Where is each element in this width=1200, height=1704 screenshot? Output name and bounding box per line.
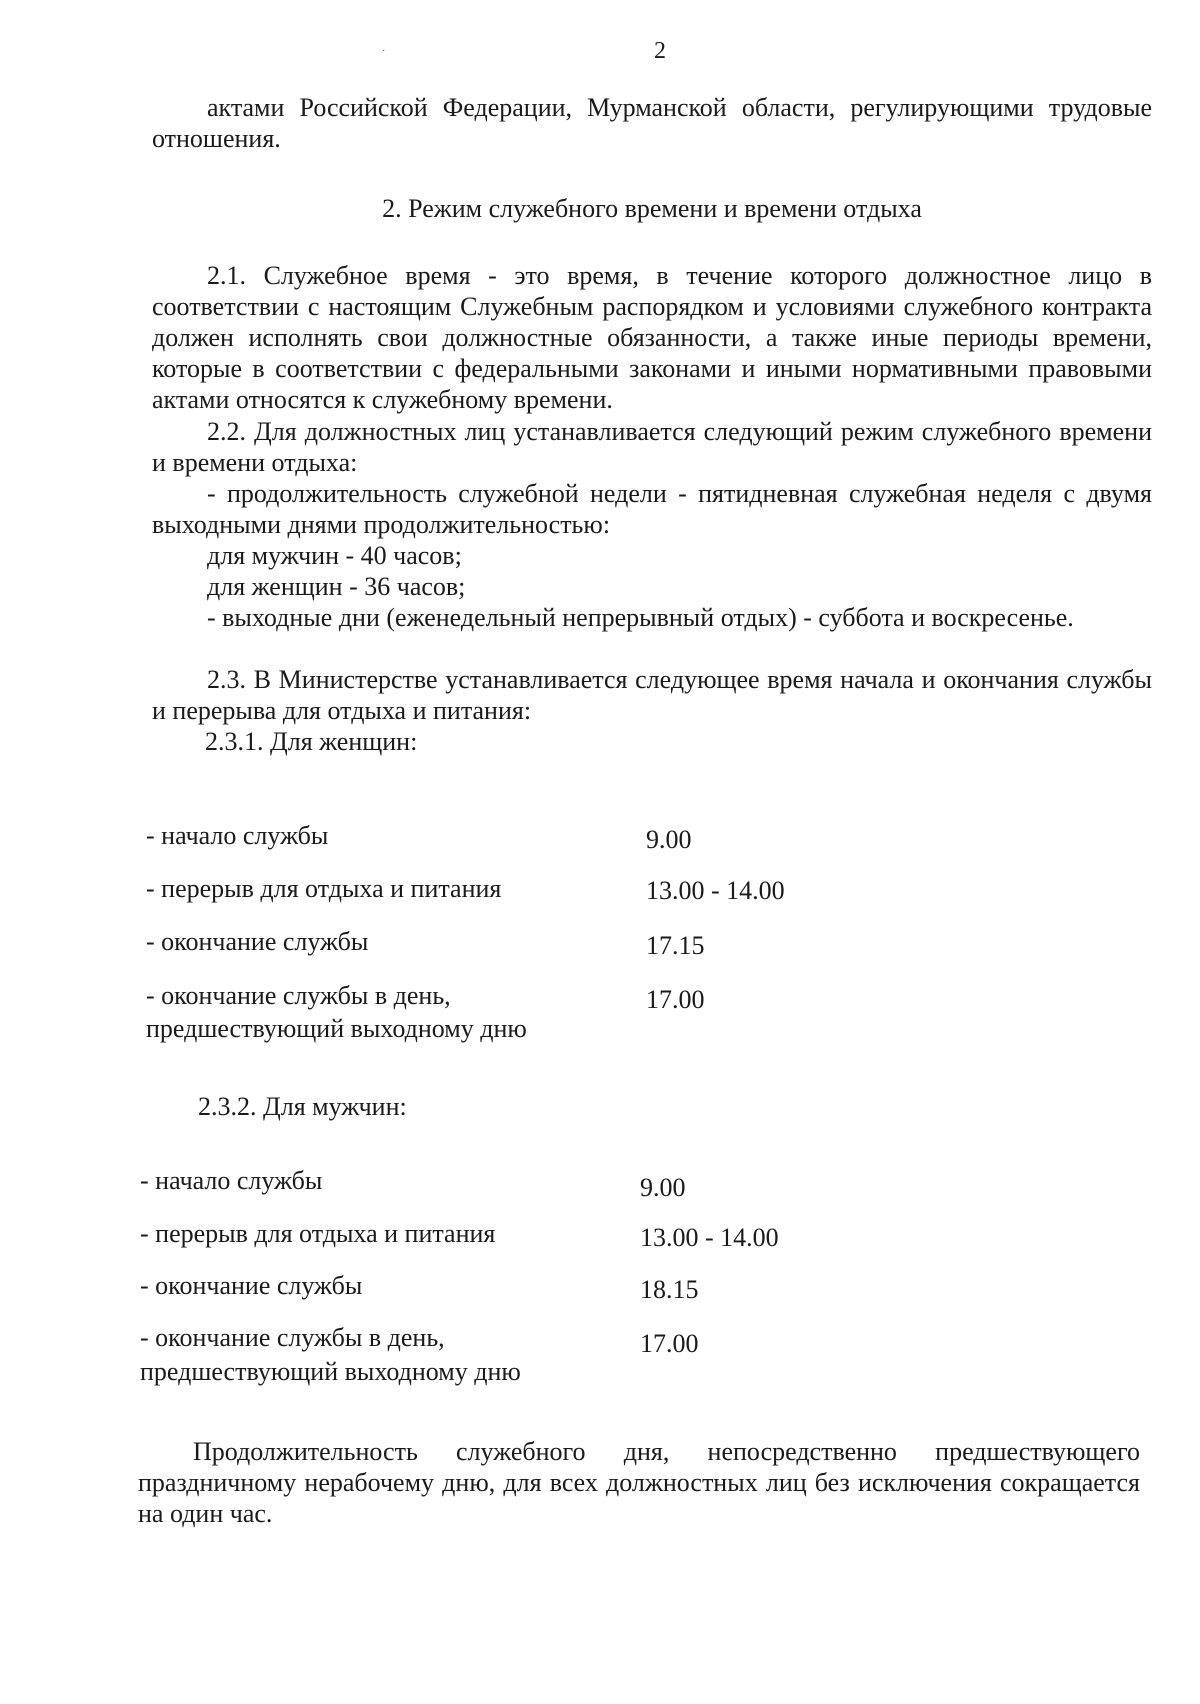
women-schedule-title: 2.3.1. Для женщин: bbox=[205, 727, 418, 756]
schedule-label: - перерыв для отдыха и питания bbox=[140, 1219, 496, 1248]
schedule-label: - перерыв для отдыха и питания bbox=[146, 874, 502, 903]
paragraph-2-3: 2.3. В Министерстве устанавливается следующее время начала и окончания службы и перерыва для отдыха и питания: bbox=[152, 665, 1152, 725]
men-schedule-title: 2.3.2. Для мужчин: bbox=[198, 1092, 407, 1121]
schedule-label: - окончание службы в день, bbox=[146, 981, 451, 1010]
section-heading: 2. Режим служебного времени и времени отдыха bbox=[382, 194, 922, 223]
schedule-label-continued: предшествующий выходному дню bbox=[140, 1357, 521, 1386]
paragraph-work-week: - продолжительность служебной недели - пятидневная служебная неделя с двумя выходными днями продолжительностью: bbox=[152, 479, 1152, 539]
closing-paragraph: Продолжительность служебного дня, непосредственно предшествующего праздничному нерабочему дню, для всех должностных лиц без исключения сокращается на один час. bbox=[138, 1437, 1140, 1528]
paragraph-men-hours: для мужчин - 40 часов; bbox=[207, 541, 462, 570]
scan-speck: · bbox=[382, 46, 386, 57]
schedule-time: 13.00 - 14.00 bbox=[640, 1223, 779, 1252]
schedule-time: 18.15 bbox=[640, 1275, 699, 1304]
schedule-time: 17.00 bbox=[646, 985, 705, 1014]
page-number: 2 bbox=[654, 38, 666, 64]
schedule-time: 9.00 bbox=[646, 825, 692, 854]
intro-paragraph: актами Российской Федерации, Мурманской области, регулирующими трудовые отношения. bbox=[152, 93, 1152, 153]
schedule-label: - начало службы bbox=[140, 1166, 323, 1195]
schedule-label-continued: предшествующий выходному дню bbox=[146, 1014, 527, 1043]
schedule-time: 9.00 bbox=[640, 1173, 686, 1202]
schedule-time: 13.00 - 14.00 bbox=[646, 876, 785, 905]
schedule-time: 17.15 bbox=[646, 931, 705, 960]
paragraph-2-1: 2.1. Служебное время - это время, в течение которого должностное лицо в соответствии с настоящим Служебным распорядком и условиями служебного контракта должен исполнять свои должностные обязанности, а также иные периоды времени, которые в соответствии с федеральными законами и иными нормативными правовыми актами относятся к служебному времени. bbox=[152, 261, 1152, 414]
schedule-label: - окончание службы в день, bbox=[140, 1323, 445, 1352]
schedule-time: 17.00 bbox=[640, 1329, 699, 1358]
paragraph-2-2: 2.2. Для должностных лиц устанавливается следующий режим служебного времени и времени отдыха: bbox=[152, 417, 1152, 477]
paragraph-days-off: - выходные дни (еженедельный непрерывный отдых) - суббота и воскресенье. bbox=[207, 603, 1074, 632]
paragraph-women-hours: для женщин - 36 часов; bbox=[207, 572, 466, 601]
schedule-label: - начало службы bbox=[146, 821, 329, 850]
schedule-label: - окончание службы bbox=[140, 1271, 363, 1300]
schedule-label: - окончание службы bbox=[146, 927, 369, 956]
